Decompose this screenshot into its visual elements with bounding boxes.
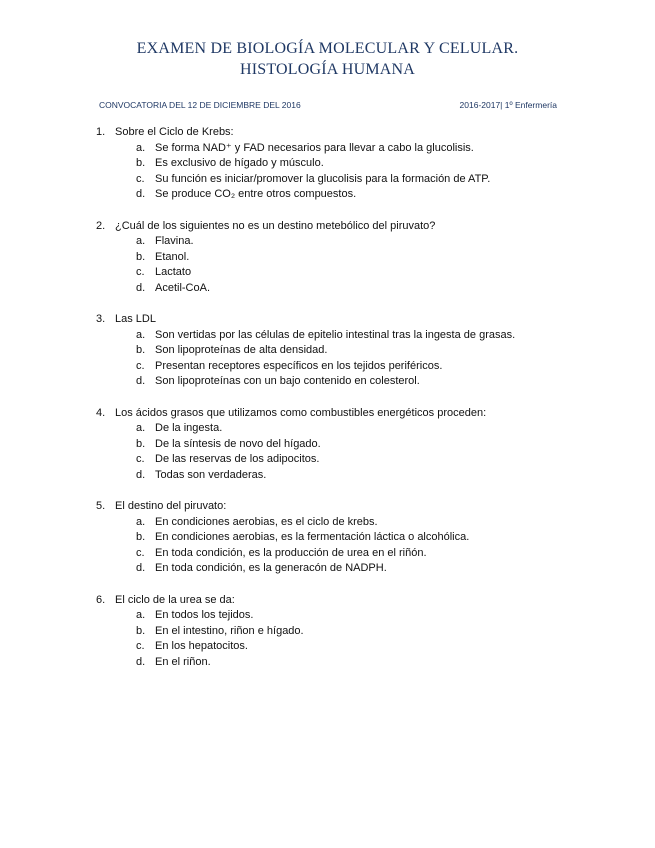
option-item bbox=[0, 421, 655, 437]
option-text: Acetil-CoA. bbox=[155, 281, 211, 294]
exam-title-line2: HISTOLOGÍA HUMANA bbox=[239, 61, 416, 78]
option-letter: c. bbox=[136, 266, 145, 278]
question-text: Sobre el Ciclo de Krebs: bbox=[115, 126, 234, 138]
option-letter: d. bbox=[136, 468, 146, 481]
question-5 bbox=[0, 499, 655, 577]
option-text: En toda condición, es la generacón de NADPH. bbox=[155, 562, 387, 574]
option-text: Es exclusivo de hígado y músculo. bbox=[155, 157, 324, 169]
option-text: En el riñon. bbox=[155, 655, 211, 668]
option-text: Son vertidas por las células de epitelio intestinal tras la ingesta de grasas. bbox=[155, 328, 516, 341]
option-letter: a. bbox=[136, 328, 146, 341]
option-letter: c. bbox=[136, 640, 145, 652]
option-letter: c. bbox=[136, 359, 145, 372]
option-item bbox=[0, 639, 655, 655]
option-item bbox=[0, 156, 655, 172]
option-text: Etanol. bbox=[155, 250, 190, 263]
option-item bbox=[0, 515, 655, 531]
option-item bbox=[0, 530, 655, 546]
option-item bbox=[0, 172, 655, 188]
option-text: Flavina. bbox=[155, 235, 194, 247]
option-item bbox=[0, 281, 655, 297]
question-number: 4. bbox=[96, 406, 106, 419]
question-number: 6. bbox=[96, 593, 106, 606]
question-text: ¿Cuál de los siguientes no es un destino metebólico del piruvato? bbox=[115, 219, 436, 232]
question-1 bbox=[0, 125, 655, 203]
option-text: Se forma NAD⁺ y FAD necesarios para llevar a cabo la glucolisis. bbox=[155, 141, 474, 154]
option-letter: c. bbox=[136, 172, 145, 185]
option-text: En todos los tejidos. bbox=[155, 609, 254, 621]
option-text: Lactato bbox=[155, 266, 192, 278]
option-item bbox=[0, 187, 655, 203]
option-item bbox=[0, 437, 655, 453]
question-text: Los ácidos grasos que utilizamos como combustibles energéticos proceden: bbox=[115, 406, 487, 419]
option-text: Presentan receptores específicos en los tejidos periféricos. bbox=[155, 359, 443, 372]
exam-title-line1: EXAMEN DE BIOLOGÍA MOLECULAR Y CELULAR. bbox=[136, 40, 519, 57]
question-number: 1. bbox=[96, 126, 106, 138]
option-letter: b. bbox=[136, 437, 146, 450]
option-item bbox=[0, 141, 655, 157]
option-item bbox=[0, 624, 655, 640]
option-text: En los hepatocitos. bbox=[155, 640, 248, 652]
option-item bbox=[0, 546, 655, 562]
question-text: Las LDL bbox=[115, 313, 156, 325]
option-text: Son lipoproteínas de alta densidad. bbox=[155, 344, 328, 356]
option-letter: a. bbox=[136, 422, 146, 434]
option-item bbox=[0, 359, 655, 375]
option-item bbox=[0, 374, 655, 390]
question-3 bbox=[0, 312, 655, 390]
question-4 bbox=[0, 406, 655, 484]
option-letter: d. bbox=[136, 375, 146, 387]
option-item bbox=[0, 265, 655, 281]
question-text: El destino del piruvato: bbox=[115, 500, 227, 512]
option-letter: a. bbox=[136, 141, 146, 154]
option-item bbox=[0, 468, 655, 484]
option-letter: b. bbox=[136, 531, 146, 543]
option-item bbox=[0, 343, 655, 359]
option-text: En toda condición, es la producción de urea en el riñón. bbox=[155, 546, 427, 559]
option-letter: a. bbox=[136, 609, 146, 621]
option-item bbox=[0, 561, 655, 577]
option-letter: a. bbox=[136, 235, 146, 247]
option-text: En el intestino, riñon e hígado. bbox=[155, 624, 304, 637]
question-number: 3. bbox=[96, 313, 106, 325]
question-6 bbox=[0, 593, 655, 671]
option-letter: d. bbox=[136, 281, 146, 294]
option-letter: c. bbox=[136, 546, 145, 559]
option-item bbox=[0, 250, 655, 266]
option-letter: b. bbox=[136, 157, 146, 169]
option-letter: b. bbox=[136, 344, 146, 356]
option-item bbox=[0, 655, 655, 671]
option-letter: c. bbox=[136, 453, 145, 465]
question-2 bbox=[0, 219, 655, 297]
option-text: Su función es iniciar/promover la glucolisis para la formación de ATP. bbox=[155, 172, 491, 185]
question-number: 5. bbox=[96, 500, 106, 512]
question-list bbox=[0, 125, 655, 686]
option-text: De la ingesta. bbox=[155, 422, 223, 434]
question-number: 2. bbox=[96, 219, 106, 232]
option-text: Se produce CO₂ entre otros compuestos. bbox=[155, 188, 357, 200]
option-text: De las reservas de los adipocitos. bbox=[155, 453, 320, 465]
option-text: Son lipoproteínas con un bajo contenido en colesterol. bbox=[155, 375, 420, 387]
option-letter: b. bbox=[136, 624, 146, 637]
question-text: El ciclo de la urea se da: bbox=[115, 593, 235, 606]
option-text: Todas son verdaderas. bbox=[155, 468, 267, 481]
option-item bbox=[0, 328, 655, 344]
option-letter: d. bbox=[136, 188, 146, 200]
option-text: En condiciones aerobias, es la fermentación láctica o alcohólica. bbox=[155, 531, 470, 543]
option-text: De la síntesis de novo del hígado. bbox=[155, 437, 321, 450]
option-letter: d. bbox=[136, 562, 146, 574]
option-item bbox=[0, 608, 655, 624]
option-letter: b. bbox=[136, 250, 146, 263]
option-letter: a. bbox=[136, 515, 146, 528]
convocatoria-date: CONVOCATORIA DEL 12 DE DICIEMBRE DEL 2016 bbox=[99, 100, 301, 110]
option-item bbox=[0, 234, 655, 250]
option-letter: d. bbox=[136, 655, 146, 668]
option-text: En condiciones aerobias, es el ciclo de krebs. bbox=[155, 515, 378, 528]
option-item bbox=[0, 452, 655, 468]
course-label: 2016-2017| 1º Enfermería bbox=[459, 100, 557, 110]
